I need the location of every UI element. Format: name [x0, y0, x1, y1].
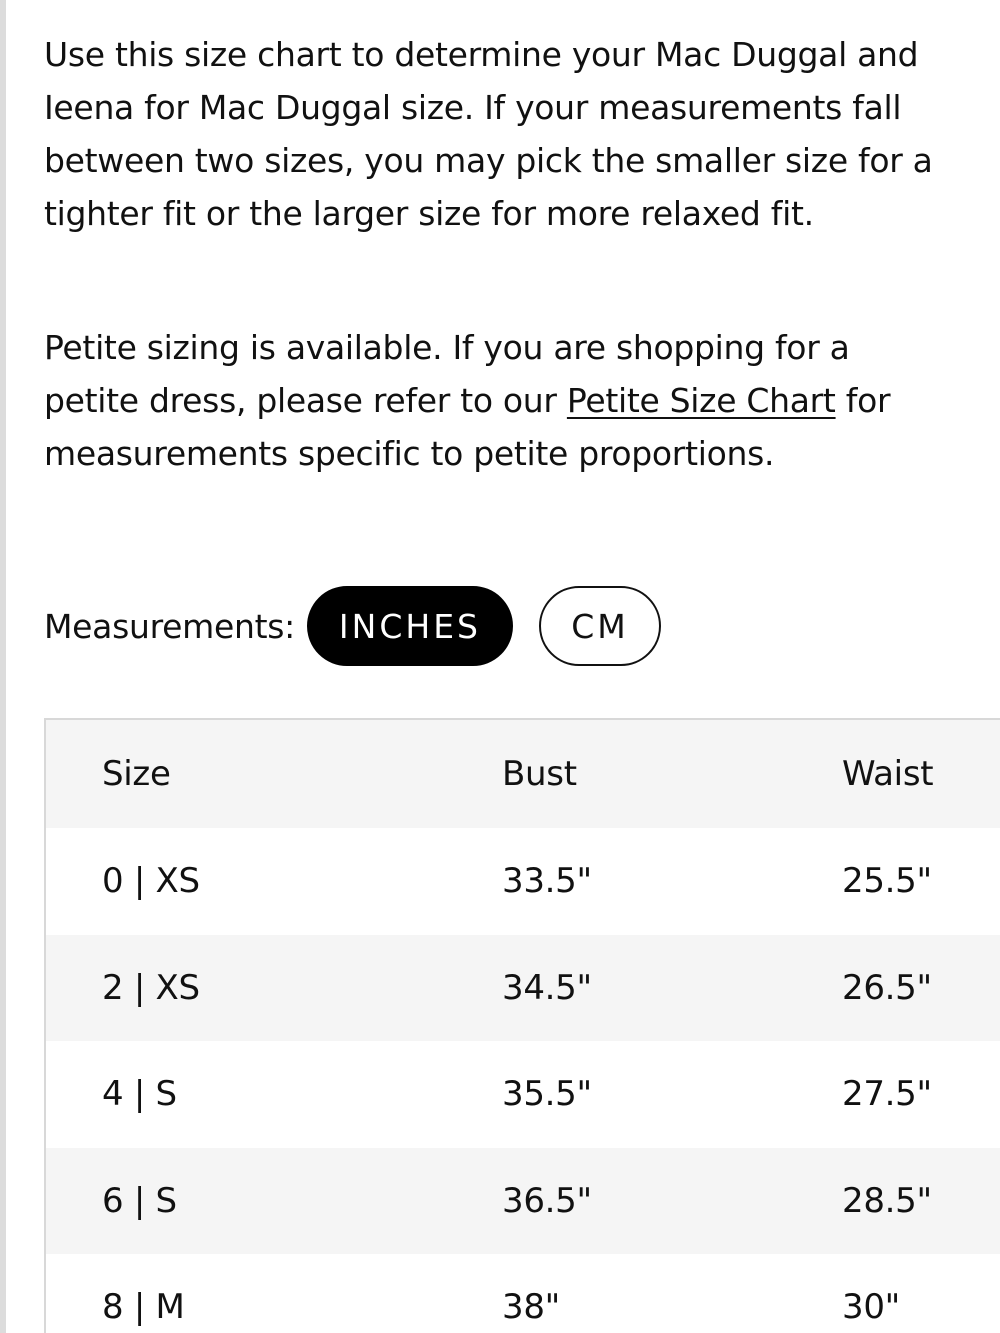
- size-chart-intro: Use this size chart to determine your Mac Duggal and Ieena for Mac Duggal size. If your measurements fall between two sizes, you may pick the smaller size for a tighter fit or the larger size for more relaxed fit.: [44, 35, 933, 233]
- cell-size: 8 | M: [102, 1287, 185, 1328]
- cell-size: 2 | XS: [102, 967, 200, 1008]
- measurements-label: Measurements:: [44, 606, 295, 646]
- cell-waist: 26.5": [842, 967, 932, 1008]
- table-row: [46, 1254, 1000, 1333]
- petite-text-after: for measurements specific to petite proportions.: [44, 381, 891, 473]
- table-header-row: [46, 720, 1000, 828]
- cell-waist: 27.5": [842, 1074, 932, 1115]
- cell-bust: 33.5": [502, 861, 592, 902]
- header-bust: Bust: [502, 754, 577, 794]
- header-size: Size: [102, 754, 171, 794]
- table-row: [46, 1148, 1000, 1255]
- cell-size: 0 | XS: [102, 861, 200, 902]
- cell-bust: 35.5": [502, 1074, 592, 1115]
- table-row: [46, 935, 1000, 1042]
- cell-size: 6 | S: [102, 1180, 177, 1221]
- size-table: [44, 718, 1000, 1333]
- petite-text-before: Petite sizing is available. If you are shopping for a petite dress, please refer to our: [44, 328, 850, 420]
- cell-waist: 28.5": [842, 1180, 932, 1221]
- table-row: [46, 828, 1000, 935]
- measurement-unit-toggle: [44, 586, 661, 666]
- petite-size-chart-link[interactable]: Petite Size Chart: [566, 381, 836, 420]
- cell-bust: 38": [502, 1287, 561, 1328]
- inches-button[interactable]: INCHES: [307, 586, 513, 666]
- cell-size: 4 | S: [102, 1074, 177, 1115]
- header-waist: Waist: [842, 754, 934, 794]
- cell-waist: 25.5": [842, 861, 932, 902]
- table-row: [46, 1041, 1000, 1148]
- cell-waist: 30": [842, 1287, 901, 1328]
- cell-bust: 36.5": [502, 1180, 592, 1221]
- cell-bust: 34.5": [502, 967, 592, 1008]
- petite-sizing-note: [44, 321, 944, 480]
- left-border: [0, 0, 6, 1333]
- cm-button[interactable]: CM: [539, 586, 661, 666]
